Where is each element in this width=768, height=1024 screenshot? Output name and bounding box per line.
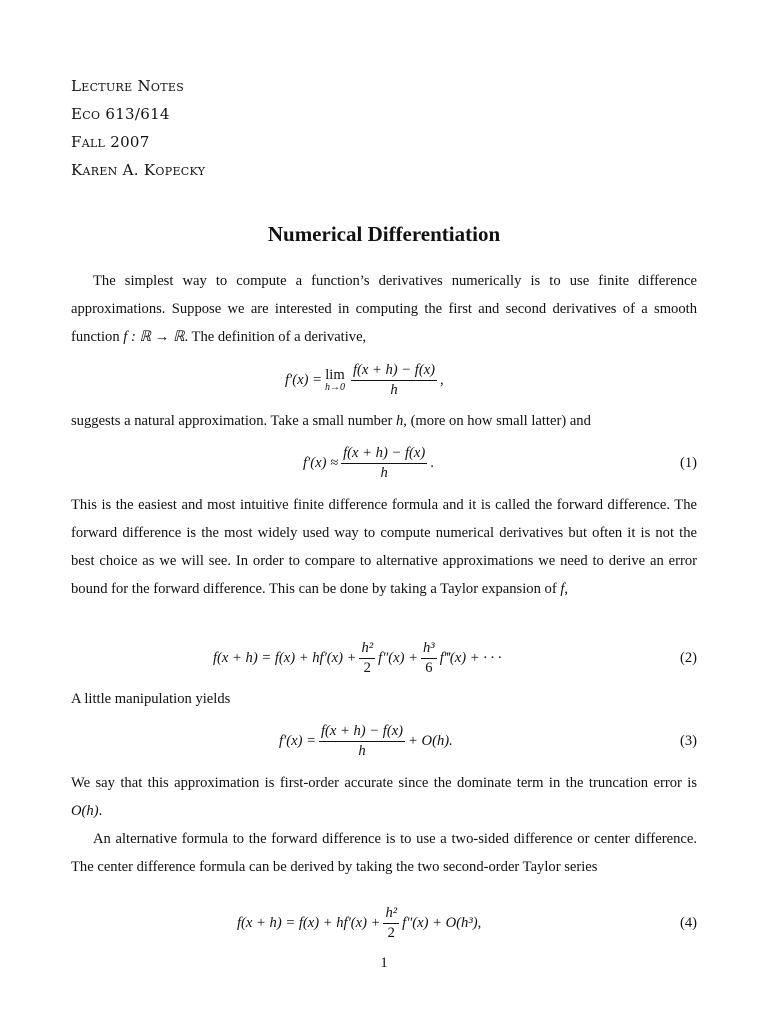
equation-2-taylor-expansion: f(x + h) = f(x) + hf′(x) + $\frac{\text{h²}}{2}$ f″(x) + $\frac{\text{h³}}{6}$ f‴(x) + · · · (2) [71,633,697,683]
equation-1-forward-difference: f′(x) ≈ $\frac{f(x + h) - f(x)}{h}$ . (1) [71,438,697,488]
header-line-author: Karen A. Kopecky [71,161,206,179]
equation-number: (2) [679,649,697,666]
paragraph-forward-difference: This is the easiest and most intuitive finite difference formula and it is called the forward difference. The forward difference is the most widely used way to compute numerical derivatives but often it is not the best choice as we will see. In order to compare to alternative approximations we need to derive an error bound for the forward difference. This can be done by taking a Taylor expansion of f, [71,497,697,597]
paragraph-intro: The simplest way to compute a function’s derivatives numerically is to use finite difference approximations. Suppose we are interested in computing the first and second derivatives of a smooth function f : ℝ → ℝ. The definition of a derivative, [71,273,697,345]
equation-4-second-order-taylor: f(x + h) = f(x) + hf′(x) + $\frac{\text{h²}}{2}$ f″(x) + O(h³), (4) [71,898,697,948]
equation-number: (3) [679,732,697,749]
page-number: 1 [380,955,388,971]
header-line-term: Fall 2007 [71,133,150,151]
header-line-course: Eco 613/614 [71,105,170,123]
function-map: f : ℝ → ℝ [123,329,185,345]
paragraph-approximation: suggests a natural approximation. Take a small number h, (more on how small latter) and [71,413,591,429]
equation-number: (1) [679,454,697,471]
paragraph-center-difference: An alternative formula to the forward difference is to use a two-sided difference or center difference. The center difference formula can be derived by taking the two second-order Taylor series [71,831,697,875]
paragraph-first-order: We say that this approximation is first-order accurate since the dominate term in the truncation error is O(h). [71,775,697,819]
equation-number: (4) [679,914,697,931]
equation-3-forward-difference-error: f′(x) = $\frac{f(x + h) - f(x)}{h}$ + O(h). (3) [71,716,697,766]
lecture-header [71,72,205,184]
header-line-lecture-notes: Lecture Notes [71,77,185,95]
page-title: Numerical Differentiation [267,222,501,246]
paragraph-manipulation: A little manipulation yields [71,691,231,707]
equation-derivative-definition: f′(x) = lim h→0 $\frac{f(x + h) - f(x)}{h}$ , [285,361,444,398]
